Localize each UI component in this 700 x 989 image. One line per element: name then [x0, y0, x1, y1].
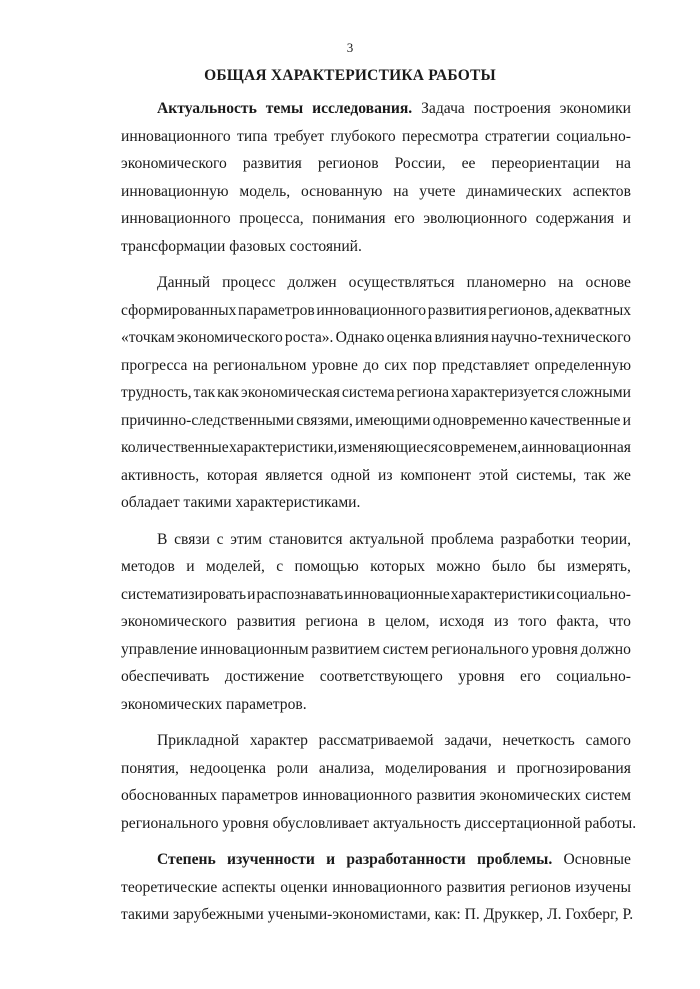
word: становится — [268, 530, 343, 548]
paragraph — [121, 846, 634, 929]
word: инновационного — [302, 787, 413, 804]
word: процесса, — [239, 210, 304, 227]
word: разработки — [500, 530, 575, 548]
lead-word: разработанности — [346, 851, 466, 868]
word: которых — [370, 558, 426, 575]
word: этим — [230, 530, 262, 548]
word: основе — [585, 274, 631, 291]
word: развития — [416, 787, 476, 804]
word: основанную — [300, 182, 383, 200]
text-line: регионального уровня обусловливает актуальность диссертационной работы. — [121, 814, 637, 832]
word: факта, — [556, 613, 599, 630]
lead-word: проблемы. — [477, 851, 553, 868]
word: как — [217, 384, 240, 401]
word: инновационного — [316, 301, 427, 319]
word: регионов — [510, 878, 571, 896]
word: на — [192, 356, 208, 374]
word: эволюционного — [423, 210, 528, 227]
text-line — [121, 150, 631, 178]
word: сформированных — [121, 301, 237, 319]
word: инновационные — [344, 585, 450, 603]
word: достижение — [224, 668, 305, 685]
word: типа — [237, 127, 268, 145]
text-line — [121, 178, 631, 206]
word: аспекты — [221, 878, 276, 896]
text-line — [121, 379, 631, 407]
word: так — [584, 466, 606, 484]
word: инновационная — [528, 439, 631, 456]
word: и — [622, 411, 631, 429]
lead-word: Степень — [157, 851, 216, 868]
body-text — [121, 95, 637, 938]
text-line — [121, 434, 631, 462]
word: систематизировать — [121, 585, 247, 603]
word: представляет — [441, 356, 530, 374]
word: развития — [427, 301, 487, 319]
word: влияния — [434, 329, 489, 346]
word: переориентации — [491, 155, 600, 172]
paragraph — [121, 95, 631, 260]
text-line — [121, 727, 631, 755]
word: экономического — [121, 613, 227, 630]
word: Прикладной — [157, 732, 240, 749]
word: соответствующего — [319, 668, 443, 685]
lead-word: Актуальность — [157, 100, 257, 117]
word: недооценка — [189, 759, 267, 777]
text-line: такими зарубежными учеными-экономистами, как: П. Друккер, Л. Гохберг, Р. — [121, 906, 634, 923]
word: развития — [236, 613, 296, 630]
word: адекватных — [554, 301, 631, 319]
word: социально- — [556, 668, 631, 685]
text-line — [121, 324, 631, 352]
word: экономическая — [241, 384, 340, 401]
word: в — [367, 613, 376, 630]
word: роли — [276, 759, 309, 777]
word: параметров — [238, 301, 315, 319]
word: бы — [537, 558, 556, 575]
word: инновационным — [200, 640, 309, 658]
text-line — [121, 846, 631, 874]
word: управление — [121, 640, 198, 658]
page-number: 3 — [346, 40, 354, 55]
word: уровне — [311, 356, 358, 374]
text-line — [121, 95, 631, 123]
section-title: ОБЩАЯ ХАРАКТЕРИСТИКА РАБОТЫ — [204, 67, 496, 84]
text-line — [121, 123, 631, 151]
word: процесс — [222, 274, 276, 291]
word: на — [615, 155, 631, 172]
text-line — [121, 553, 631, 581]
word: с — [276, 558, 284, 575]
word: Однако — [335, 329, 385, 346]
word: экономического — [176, 329, 283, 346]
word: должен — [287, 274, 337, 291]
word: уровня — [458, 668, 505, 685]
word: одновременно — [432, 411, 528, 429]
word: Данный — [157, 274, 211, 291]
word: Основные — [563, 851, 631, 868]
word: содержания — [535, 210, 615, 227]
word: имеющими — [355, 411, 431, 429]
word: оценки — [280, 878, 328, 896]
word: экономического — [121, 155, 227, 172]
word: научно-технического — [490, 329, 631, 346]
word: помощью — [294, 558, 359, 575]
word: до — [363, 356, 379, 374]
word: одной — [330, 466, 371, 484]
word: с — [216, 530, 224, 548]
paragraph — [121, 727, 637, 837]
word: этой — [478, 466, 509, 484]
word: и — [622, 210, 631, 227]
word: которая — [206, 466, 258, 484]
word: прогресса — [121, 356, 188, 374]
text-line — [121, 462, 631, 490]
word: же — [613, 466, 631, 484]
word: связями, — [296, 411, 353, 429]
word: а — [521, 439, 529, 456]
word: и — [186, 558, 195, 575]
word: развития — [242, 155, 302, 172]
word: система — [341, 384, 395, 401]
word: Задача — [421, 100, 465, 117]
text-line — [121, 636, 631, 664]
text-line — [121, 526, 631, 554]
word: анализа, — [318, 759, 375, 777]
word: развития — [446, 878, 506, 896]
word: измерять, — [567, 558, 631, 575]
word: обоснованных — [121, 787, 218, 804]
word: учете — [419, 182, 456, 200]
word: планомерно — [466, 274, 547, 291]
word: из — [378, 466, 393, 484]
word: характеристики — [450, 585, 556, 603]
word: динамических — [466, 182, 562, 200]
word: количественные — [121, 439, 229, 456]
word: качественные — [529, 411, 621, 429]
text-line — [121, 755, 631, 783]
word: моделирования — [385, 759, 487, 777]
word: экономических — [479, 787, 581, 804]
word: инновационного — [332, 878, 442, 896]
word: региона — [396, 384, 450, 401]
word: России, — [394, 155, 446, 172]
word: методов — [121, 558, 175, 575]
word: изучены — [575, 878, 631, 896]
word: осуществляться — [348, 274, 455, 291]
word: уровня — [531, 640, 578, 658]
lead-word: изученности — [227, 851, 315, 868]
word: нечеткость — [502, 732, 575, 749]
word: на — [393, 182, 409, 200]
word: активность, — [121, 466, 200, 484]
word: характер — [249, 732, 308, 749]
lead-word: темы — [265, 100, 304, 117]
word: можно — [436, 558, 481, 575]
word: теории, — [581, 530, 631, 548]
word: ее — [461, 155, 476, 172]
text-line — [121, 407, 631, 435]
word: сложными — [561, 384, 631, 401]
word: глубокого — [330, 127, 396, 145]
word: социально- — [556, 127, 631, 145]
word: из — [494, 613, 509, 630]
text-line — [121, 874, 631, 902]
word: инновационного — [121, 210, 231, 227]
text-line — [121, 352, 631, 380]
text-line — [121, 608, 631, 636]
word: экономики — [559, 100, 631, 117]
text-line — [121, 663, 631, 691]
text-line — [121, 782, 631, 810]
word: и — [247, 585, 256, 603]
word: теоретические — [121, 878, 218, 896]
word: регионов — [317, 155, 379, 172]
word: его — [520, 668, 541, 685]
word: прогнозирования — [516, 759, 631, 777]
word: того — [518, 613, 547, 630]
word: причинно-следственными — [121, 411, 295, 429]
word: обеспечивать — [121, 668, 210, 685]
word: понимания — [312, 210, 386, 227]
word: со — [438, 439, 453, 456]
word: задачи, — [444, 732, 492, 749]
word: так — [193, 384, 216, 401]
word: на — [558, 274, 574, 291]
paragraph — [121, 526, 631, 719]
word: социально- — [556, 585, 631, 603]
word: изменяющиеся — [337, 439, 438, 456]
word: инновационного — [121, 127, 231, 145]
word: системы, — [516, 466, 577, 484]
word: связи — [174, 530, 210, 548]
word: регионального — [431, 640, 529, 658]
word: аспектов — [572, 182, 631, 200]
word: распознавать — [256, 585, 344, 603]
word: исходя — [439, 613, 485, 630]
word: В — [157, 530, 168, 548]
word: систем — [382, 640, 429, 658]
word: было — [491, 558, 526, 575]
word: является — [265, 466, 323, 484]
word: построения — [473, 100, 551, 117]
text-line: экономических параметров. — [121, 695, 307, 713]
word: характеризуется — [451, 384, 559, 401]
text-line: обладает такими характеристиками. — [121, 494, 361, 511]
word: должно — [580, 640, 631, 658]
word: требует — [273, 127, 325, 145]
word: систем — [585, 787, 631, 804]
word: пор — [412, 356, 437, 374]
word: понятия, — [121, 759, 179, 777]
text-line — [121, 297, 631, 325]
word: роста». — [284, 329, 334, 346]
text-line: трансформации фазовых состояний. — [121, 237, 362, 255]
text-line — [121, 205, 631, 233]
word: оценка — [386, 329, 433, 346]
word: трудность, — [121, 384, 192, 401]
word: компонент — [400, 466, 472, 484]
lead-word: исследования. — [312, 100, 413, 117]
text-line — [121, 269, 631, 297]
word: развитием — [311, 640, 380, 658]
word: определенную — [534, 356, 631, 374]
word: его — [394, 210, 415, 227]
word: региональном — [213, 356, 307, 374]
word: актуальной — [349, 530, 425, 548]
word: целом, — [385, 613, 430, 630]
word: проблема — [430, 530, 494, 548]
word: стратегии — [484, 127, 550, 145]
word: региона — [305, 613, 359, 630]
word: модель, — [239, 182, 291, 200]
word: регионов, — [488, 301, 553, 319]
word: сих — [384, 356, 408, 374]
lead-word: и — [326, 851, 336, 868]
word: и — [497, 759, 506, 777]
word: параметров — [221, 787, 299, 804]
word: «точкам — [121, 329, 175, 346]
word: рассматриваемой — [318, 732, 434, 749]
paragraph — [121, 269, 631, 517]
word: самого — [585, 732, 631, 749]
word: инновационную — [121, 182, 229, 200]
word: временем, — [453, 439, 522, 456]
word: пересмотра — [402, 127, 479, 145]
word: моделей, — [205, 558, 265, 575]
text-line — [121, 581, 631, 609]
word: что — [608, 613, 631, 630]
word: характеристики, — [229, 439, 338, 456]
